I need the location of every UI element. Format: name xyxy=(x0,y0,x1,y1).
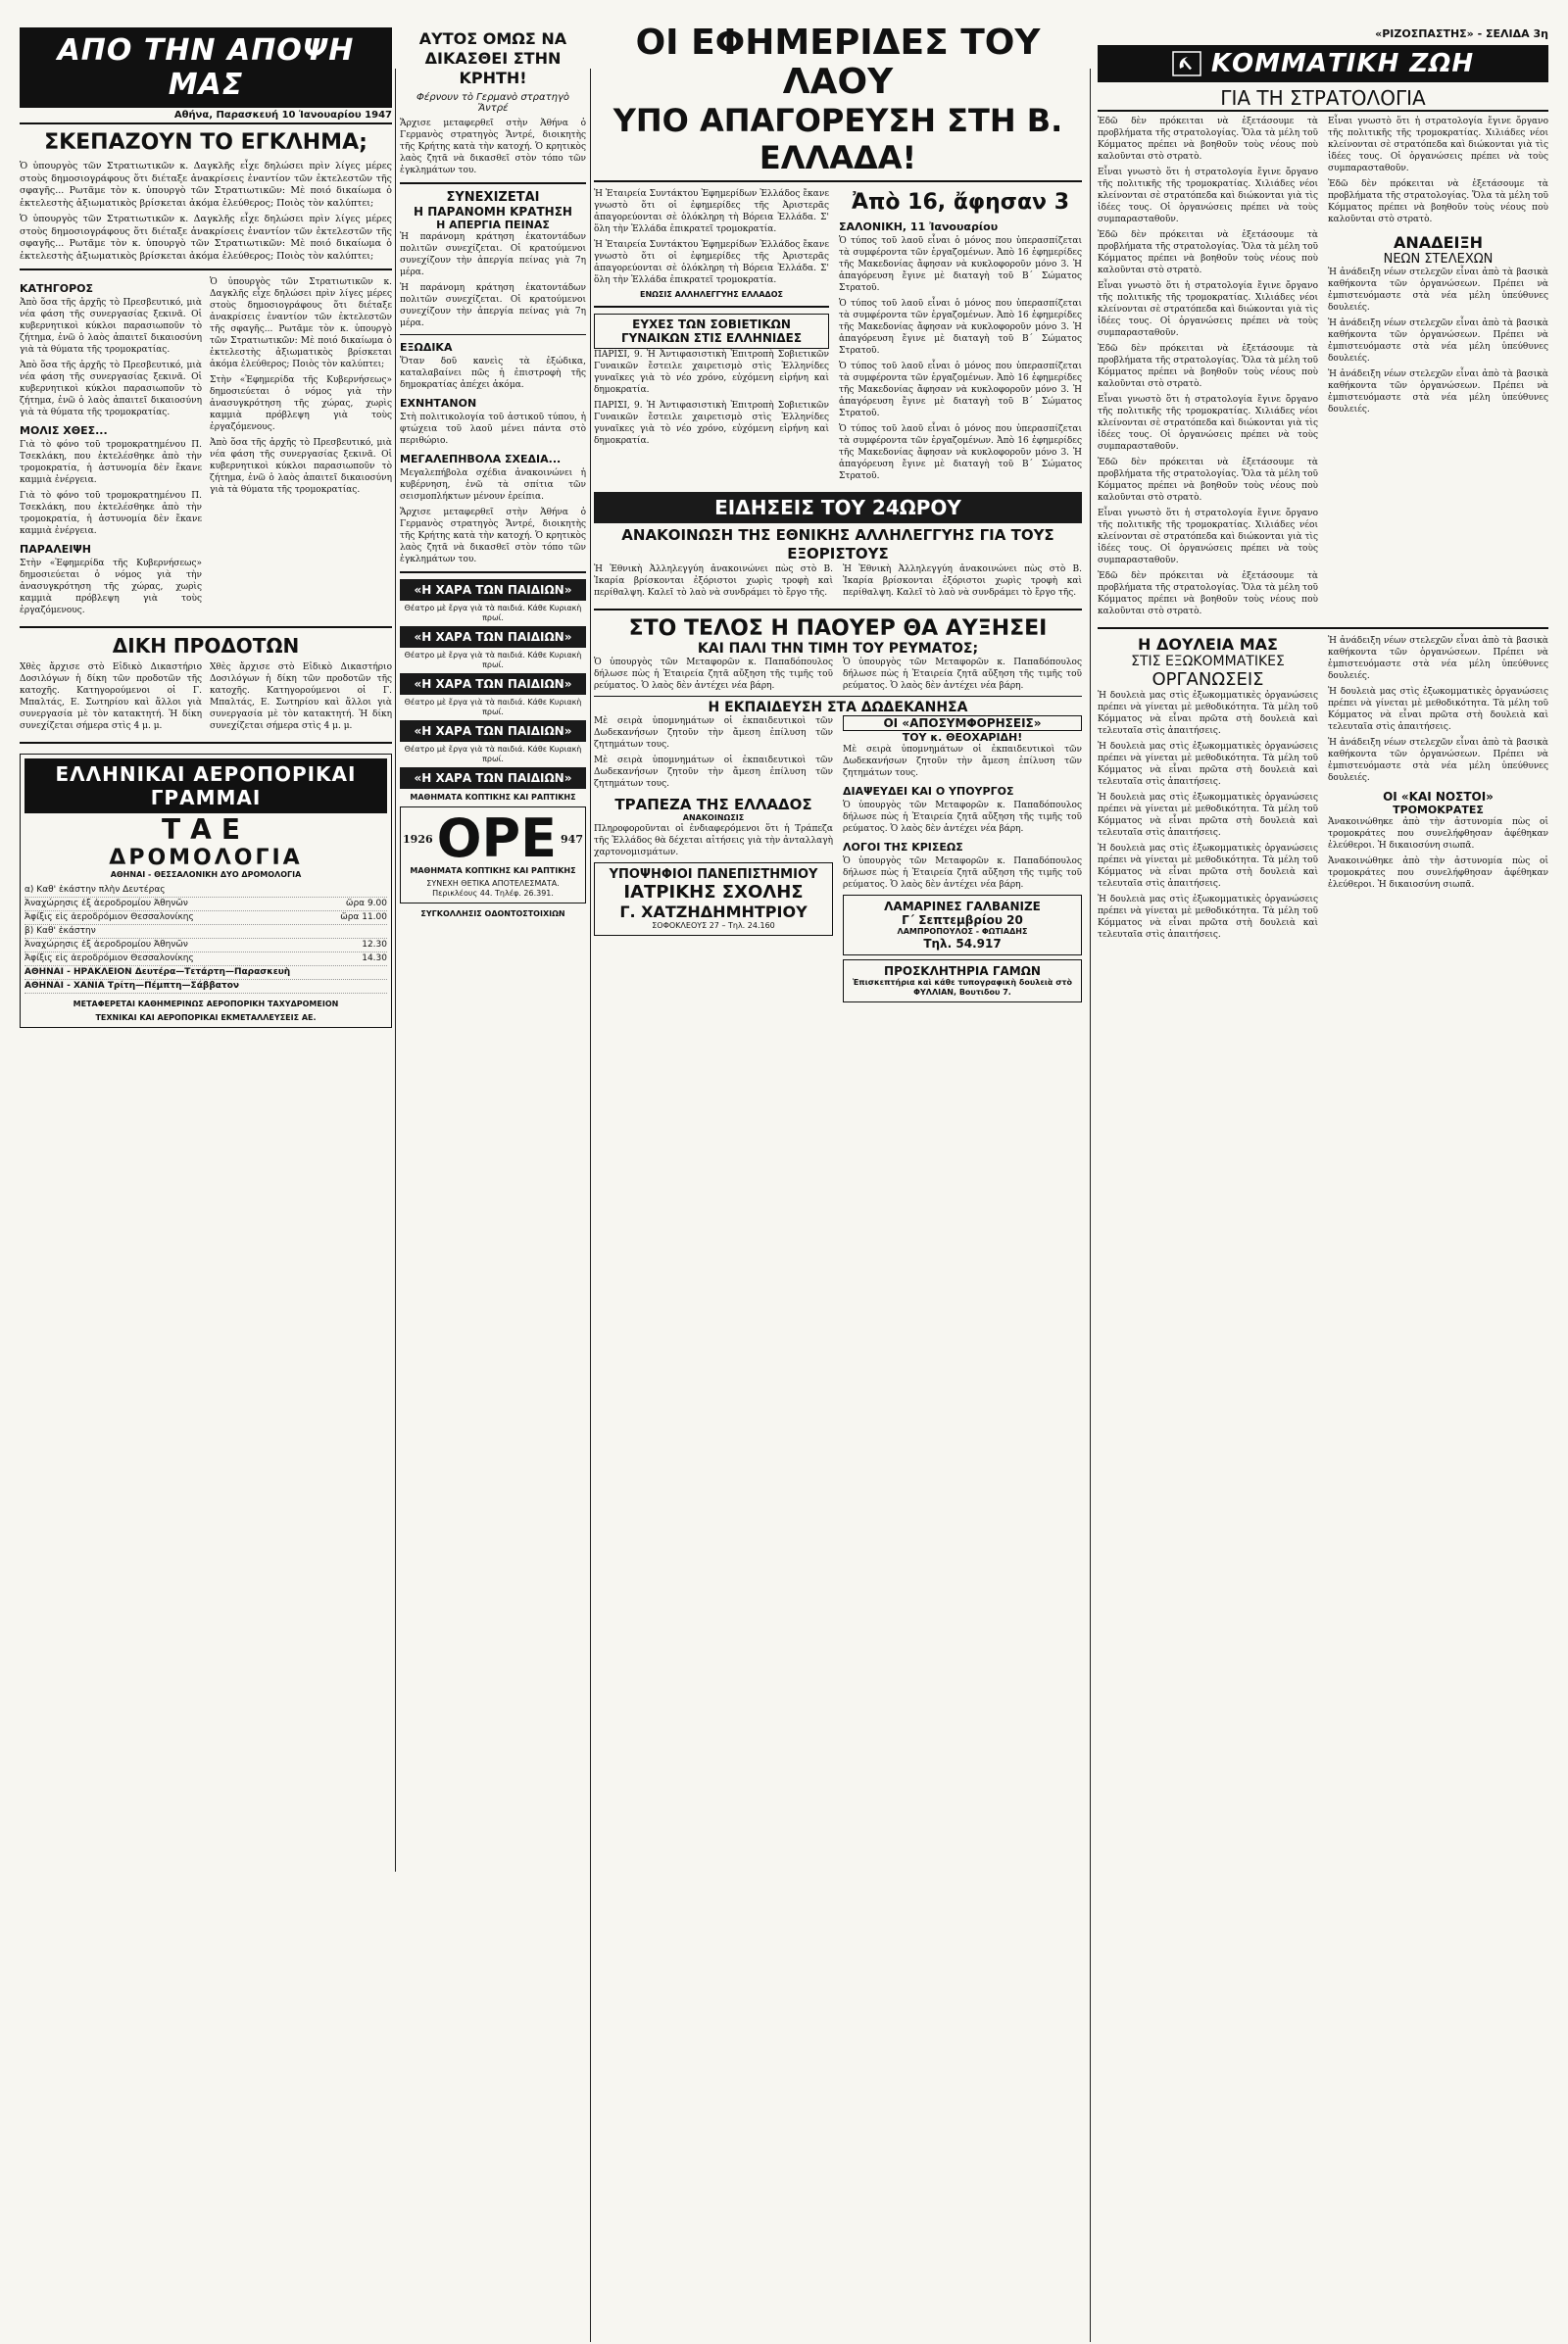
trial-headline: ΔΙΚΗ ΠΡΟΔΟΤΩΝ xyxy=(112,634,300,658)
theatre-ad: «Η ΧΑΡΑ ΤΩΝ ΠΑΙΔΙΩΝ» xyxy=(400,720,586,742)
column-1 xyxy=(20,0,392,2344)
soviet-headline: ΕΥΧΕΣ ΤΩΝ ΣΟΒΙΕΤΙΚΩΝ ΓΥΝΑΙΚΩΝ ΣΤΙΣ ΕΛΛΗΝΙΔΕΣ xyxy=(594,314,829,349)
dodek-headline: Η ΕΚΠΑΙΔΕΥΣΗ ΣΤΑ ΔΩΔΕΚΑΝΗΣΑ xyxy=(594,696,1082,715)
schedule-row: ΑΘΗΝΑΙ - ΧΑΝΙΑ Τρίτη—Πέμπτη—Σάββατον xyxy=(24,980,387,994)
crete-text: Ἄρχισε μεταφερθεῖ στὴν Ἀθήνα ὁ Γερμανὸς στρατηγὸς Ἄντρέ, διοικητὴς τῆς Κρήτης κατὰ τὴν κατοχή. Ὁ κρητικὸς λαὸς ζητᾶ νὰ δικασθεῖ στὸν τόπο τῶν ἐγκλημάτων του. xyxy=(400,119,586,175)
crete-headline: ΑΥΤΟΣ ΟΜΩΣ ΝΑ ΔΙΚΑΣΘΕΙ ΣΤΗΝ ΚΡΗΤΗ! xyxy=(418,29,567,87)
item-kicker: ΕΞΩΔΙΚΑ xyxy=(400,341,453,354)
schedule-row: ΑΘΗΝΑΙ - ΗΡΑΚΛΕΙΟΝ Δευτέρα—Τετάρτη—Παρασκευὴ xyxy=(24,966,387,980)
lead-text: Ὁ ὑπουργὸς τῶν Στρατιωτικῶν κ. Δαγκλῆς εἶχε δηλώσει πρὶν λίγες μέρες στοὺς δημοσιογράφους ὅτι διέταξε ἀνακρίσεις ἐναντίον τῶν ἐκτελεστῶν τῆς σφαγῆς... Ρωτᾶμε τὸν κ. ὑπουργὸ τῶν Στρατιωτικῶν: Μὲ ποιό δικαίωμα ὁ ἐκτελεστὴς ἀξιωματικὸς βρίσκεται ἀκόμα ἐλεύθερος; Ποιὸς τὸν καλύπτει; xyxy=(20,161,392,209)
trial-text: Χθὲς ἄρχισε στὸ Εἰδικὸ Δικαστήριο Δοσιλόγων ἡ δίκη τῶν προδοτῶν τῆς κατοχῆς. Κατηγορούμενοι οἱ Γ. Μπαλτάς, Ε. Σωτηρίου καὶ ἄλλοι γιὰ συνεργασία μὲ τὸν κατακτητή. Ἡ δίκη συνεχίζεται σήμερα στὶς 4 μ. μ. xyxy=(20,662,202,731)
main-headline-2: ΥΠΟ ΑΠΑΓΟΡΕΥΣΗ ΣΤΗ Β. ΕΛΛΑΔΑ! xyxy=(594,102,1082,182)
candidates-ad: ΥΠΟΨΗΦΙΟΙ ΠΑΝΕΠΙΣΤΗΜΙΟΥ ΙΑΤΡΙΚΗΣ ΣΧΟΛΗΣ Γ. ΧΑΤΖΗΔΗΜΗΤΡΙΟΥ ΣΟΦΟΚΛΕΟΥΣ 27 – Τηλ. 24.160 xyxy=(594,862,833,936)
hunger-text: Ἡ παράνομη κράτηση ἑκατοντάδων πολιτῶν συνεχίζεται. Οἱ κρατούμενοι συνεχίζουν τὴν ἀπεργία πείνας γιὰ 7η μέρα. xyxy=(400,232,586,277)
signature: ΕΝΩΣΙΣ ΑΛΛΗΛΕΓΓΥΗΣ ΕΛΛΑΔΟΣ xyxy=(639,290,783,299)
tae-subtitle: ΔΡΟΜΟΛΟΓΙΑ xyxy=(109,846,303,870)
dodek-text: Μὲ σειρὰ ὑπομνημάτων οἱ ἐκπαιδευτικοὶ τῶν Δωδεκανήσων ζητοῦν τὴν ἄμεση ἐπίλυση τῶν ζητημάτων τους. xyxy=(594,756,833,789)
column-rule xyxy=(1090,69,1091,2342)
logos-kicker: ΛΟΓΟΙ ΤΗΣ ΚΡΙΣΕΩΣ xyxy=(843,841,963,854)
tae-route-line: ΑΘΗΝΑΙ - ΘΕΣΣΑΛΟΝΙΚΗ ΔΥΟ ΔΡΟΜΟΛΟΓΙΑ xyxy=(110,870,302,879)
bank-headline: ΤΡΑΠΕΖΑ ΤΗΣ ΕΛΛΑΔΟΣ xyxy=(614,796,812,813)
item-text: Ὁ ὑπουργὸς τῶν Στρατιωτικῶν κ. Δαγκλῆς εἶχε δηλώσει πρὶν λίγες μέρες στοὺς δημοσιογράφους ὅτι διέταξε ἀνακρίσεις ἐναντίον τῶν ἐκτελεστῶν τῆς σφαγῆς... Ρωτᾶμε τὸν κ. ὑπουργὸ τῶν Στρατιωτικῶν: Μὲ ποιό δικαίωμα ὁ ἐκτελεστὴς ἀξιωματικὸς βρίσκεται ἀκόμα ἐλεύθερος; Ποιὸς τὸν καλύπτει; xyxy=(210,277,392,369)
lamarines-ad: ΛΑΜΑΡΙΝΕΣ ΓΑΛΒΑΝΙΖΕ Γ΄ Σεπτεμβρίου 20 ΛΑΜΠΡΟΠΟΥΛΟΣ - ΦΩΤΙΑΔΗΣ Τηλ. 54.917 xyxy=(843,895,1082,955)
item-text: Ὅταν δοῦ κανεὶς τὰ ἐξώδικα, καταλαβαίνει πῶς ἡ ἐπιστροφὴ τῆς δημοκρατίας ἀπέχει ἀκόμα. xyxy=(400,357,586,390)
ore-advertisement: 1926 ΟΡΕ 947 ΜΑΘΗΜΑΤΑ ΚΟΠΤΙΚΗΣ ΚΑΙ ΡΑΠΤΙΚΗΣ ΣΥΝΕΧΗ ΘΕΤΙΚΑ ΑΠΟΤΕΛΕΣΜΑΤΑ. Περικλέους 44. Τηλέφ. 26.391. xyxy=(400,806,586,903)
dodek-text: Μὲ σειρὰ ὑπομνημάτων οἱ ἐκπαιδευτικοὶ τῶν Δωδεκανήσων ζητοῦν τὴν ἄμεση ἐπίλυση τῶν ζητημάτων τους. xyxy=(594,716,833,750)
invitations-ad: ΠΡΟΣΚΛΗΤΗΡΙΑ ΓΑΜΩΝ Ἐπισκεπτήρια καὶ κάθε τυπογραφικὴ δουλειὰ στὸ ΦΥΛΛΙΑΝ, Βουτιδου 7. xyxy=(843,959,1082,1002)
trial-text-cont: Χθὲς ἄρχισε στὸ Εἰδικὸ Δικαστήριο Δοσιλόγων ἡ δίκη τῶν προδοτῶν τῆς κατοχῆς. Κατηγορούμενοι οἱ Γ. Μπαλτάς, Ε. Σωτηρίου καὶ ἄλλοι γιὰ συνεργασία μὲ τὸν κατακτητή. Ἡ δίκη συνεχίζεται σήμερα στὶς 4 μ. μ. xyxy=(210,662,392,731)
hammer-sickle-icon xyxy=(1172,51,1201,76)
work-headline: Η ΔΟΥΛΕΙΑ ΜΑΣ xyxy=(1138,635,1278,654)
lead-text: Ἡ Ἐταιρεία Συντάκτου Ἐφημερίδων Ἐλλάδος ἔκανε γνωστὸ ὅτι οἱ ἐφημερίδες τῆς Ἀριστερᾶς ἀπαγορεύονται σὲ ὁλόκληρη τὴ Βόρεια Ἑλλάδα. Σ' ὅλη τὴν Ἑλλάδα ἐπικρατεῖ τρομοκρατία. xyxy=(594,240,829,285)
schedule-row: Ἀναχώρησις ἐξ ἀεροδρομίου Ἀθηνῶν 12.30 xyxy=(24,939,387,952)
schedule-row: β) Καθ' ἑκάστην xyxy=(24,925,387,939)
from16-headline: Ἀπὸ 16, ἄφησαν 3 xyxy=(851,190,1070,215)
item-kicker: ΕΧΝΗΤΑΝΟΝ xyxy=(400,397,477,410)
notice-headline: ΑΝΑΚΟΙΝΩΣΗ ΤΗΣ ΕΘΝΙΚΗΣ ΑΛΛΗΛΕΓΓΥΗΣ ΓΙΑ ΤΟΥΣ ΕΞΟΡΙΣΤΟΥΣ xyxy=(621,526,1054,562)
lead-headline: ΣΚΕΠΑΖΟΥΝ ΤΟ ΕΓΚΛΗΜΑ; xyxy=(44,130,368,155)
power-sub: ΚΑΙ ΠΑΛΙ ΤΗΝ ΤΙΜΗ ΤΟΥ ΡΕΥΜΑΤΟΣ; xyxy=(697,641,979,657)
school-ad: ΜΑΘΗΜΑΤΑ ΚΟΠΤΙΚΗΣ ΚΑΙ ΡΑΠΤΙΚΗΣ xyxy=(410,793,576,802)
nostoi-headline: ΟΙ «ΚΑΙ ΝΟΣΤΟΙ» xyxy=(1383,790,1494,804)
hunger-headline: Η ΠΑΡΑΝΟΜΗ ΚΡΑΤΗΣΗ xyxy=(414,205,572,219)
tae-title: ΕΛΛΗΝΙΚΑΙ ΑΕΡΟΠΟΡΙΚΑΙ ΓΡΑΜΜΑΙ xyxy=(24,758,387,813)
item-text: Στὴ πολιτικολογία τοῦ ἀστικοῦ τύπου, ἡ φτώχεια τοῦ λαοῦ μένει πάντα στὸ περιθώριο. xyxy=(400,413,586,446)
conscription-headline: ΓΙΑ ΤΗ ΣΤΡΑΤΟΛΟΓΙΑ xyxy=(1098,86,1548,112)
bank-text: Πληροφοροῦνται οἱ ἐνδιαφερόμενοι ὅτι ἡ Τράπεζα τῆς Ἑλλάδος θὰ δέχεται αἰτήσεις γιὰ τὴν ἀνταλλαγὴ χαρτονομισμάτων. xyxy=(594,824,833,857)
tae-footer: ΜΕΤΑΦΕΡΕΤΑΙ ΚΑΘΗΜΕΡΙΝΩΣ ΑΕΡΟΠΟΡΙΚΗ ΤΑΧΥΔΡΟΜΕΙΟΝ xyxy=(73,1000,339,1008)
item-text: Γιὰ τὸ φόνο τοῦ τρομοκρατημένου Π. Τσεκλάκη, που ἐκτελέσθηκε ἀπὸ τὴν τρομοκρατία, ἡ ἀστυνομία δὲν ἔκανε καμμιὰ ἐνέργεια. xyxy=(20,491,202,536)
dateline: Αθήνα, Παρασκευή 10 Ἰανουαρίου 1947 xyxy=(20,108,392,124)
soviet-text: ΠΑΡΙΣΙ, 9. Ἡ Ἀντιφασιστικὴ Ἐπιτροπὴ Σοβιετικῶν Γυναικῶν ἔστειλε χαιρετισμὸ στὶς Ἑλληνίδες γυναῖκες γιὰ τὸ νέο χρόνο, εὐχόμενη εἰρήνη καὶ δημοκρατία. xyxy=(594,350,829,395)
notice-text: Ἡ Ἐθνικὴ Ἀλληλεγγύη ἀνακοινώνει πὼς στὸ Β. Ἰκαρία βρίσκονται ἐξόριστοι χωρὶς τροφὴ καὶ περίθαλψη. Καλεῖ τὸ λαὸ νὰ συνδράμει τὸ ἔργο τῆς. xyxy=(594,564,833,598)
theatre-ad: «Η ΧΑΡΑ ΤΩΝ ΠΑΙΔΙΩΝ» xyxy=(400,673,586,695)
column-2: ΑΥΤΟΣ ΟΜΩΣ ΝΑ ΔΙΚΑΣΘΕΙ ΣΤΗΝ ΚΡΗΤΗ! Φέρνουν τὸ Γερμανὸ στρατηγὸ Ἄντρέ Ἄρχισε μεταφερθεῖ στὴν Ἀθήνα ὁ Γερμανὸς στρατηγὸς Ἄντρέ, διοικητὴς τῆς Κρήτης κατὰ τὴν κατοχή. Ὁ κρητικὸς λαὸς ζητᾶ νὰ δικασθεῖ στὸν τόπο τῶν ἐγκλημάτων του. ΣΥΝΕΧΙΖΕΤΑΙ Η ΠΑΡΑΝΟΜΗ ΚΡΑΤΗΣΗ Η ΑΠΕΡΓΙΑ ΠΕΙΝΑΣ Ἡ παράνομη κράτηση ἑκατοντάδων πολιτῶν συνεχίζεται. Οἱ κρατούμενοι συνεχίζουν τὴν ἀπεργία πείνας γιὰ 7η μέρα. Ἡ παράνομη κράτηση ἑκατοντάδων πολιτῶν συνεχίζεται. Οἱ κρατούμενοι συνεχίζουν τὴν ἀπεργία πείνας γιὰ 7η μέρα. ΕΞΩΔΙΚΑ Ὅταν δοῦ κανεὶς τὰ ἐξώδικα, καταλαβαίνει πῶς ἡ ἐπιστροφὴ τῆς δημοκρατίας ἀπέχει ἀκόμα. ΕΧΝΗΤΑΝΟΝ Στὴ πολιτικολογία τοῦ ἀστικοῦ τύπου, ἡ φτώχεια τοῦ λαοῦ μένει πάντα στὸ περιθώριο. ΜΕΓΑΛΕΠΗΒΟΛΑ ΣΧΕΔΙΑ... Μεγαλεπήβολα σχέδια ἀνακοινώνει ἡ κυβέρνηση, ἐνῶ τὰ σπίτια τῶν σεισμοπλήκτων μένουν ἐρείπια. Ἄρχισε μεταφερθεῖ στὴν Ἀθήνα ὁ Γερμανὸς στρατηγὸς Ἄντρέ, διοικητὴς τῆς Κρήτης κατὰ τὴν κατοχή. Ὁ κρητικὸς λαὸς ζητᾶ νὰ δικασθεῖ στὸν τόπο τῶν ἐγκλημάτων του. «Η ΧΑΡΑ ΤΩΝ ΠΑΙΔΙΩΝ» Θέατρο μὲ ἔργα γιὰ τὰ παιδιά. Κάθε Κυριακὴ πρωί. «Η ΧΑΡΑ ΤΩΝ ΠΑΙΔΙΩΝ» Θέατρο μὲ ἔργα γιὰ τὰ παιδιά. Κάθε Κυριακὴ πρωί. «Η ΧΑΡΑ ΤΩΝ ΠΑΙΔΙΩΝ» Θέατρο μὲ ἔργα γιὰ τὰ παιδιά. Κάθε Κυριακὴ πρωί. «Η ΧΑΡΑ ΤΩΝ ΠΑΙΔΙΩΝ» Θέατρο μὲ ἔργα γιὰ τὰ παιδιά. Κάθε Κυριακὴ πρωί. «Η ΧΑΡΑ ΤΩΝ ΠΑΙΔΙΩΝ» ΜΑΘΗΜΑΤΑ ΚΟΠΤΙΚΗΣ ΚΑΙ ΡΑΠΤΙΚΗΣ 1926 ΟΡΕ 947 ΜΑΘΗΜΑΤΑ ΚΟΠΤΙΚΗΣ ΚΑΙ ΡΑΠΤΙΚΗΣ ΣΥΝΕΧΗ ΘΕΤΙΚΑ ΑΠΟΤΕΛΕΣΜΑΤΑ. Περικλέους 44. Τηλέφ. 26.391. ΣΥΓΚΟΛΛΗΣΙΣ ΟΔΟΝΤΟΣΤΟΙΧΙΩΝ xyxy=(400,29,586,918)
from16-text: Ὁ τύπος τοῦ λαοῦ εἶναι ὁ μόνος που ὑπερασπίζεται τὰ συμφέροντα τῶν ἐργαζομένων. Ἀπὸ 16 ἐφημερίδες τῆς Μακεδονίας ἄφησαν νὰ κυκλοφοροῦν μόνο 3. Ἡ ἀπαγόρευση ἔγινε μὲ διαταγὴ τοῦ Β΄ Σώματος Στρατοῦ. xyxy=(839,299,1082,356)
hunger-headline: ΣΥΝΕΧΙΖΕΤΑΙ xyxy=(446,190,540,205)
hunger-headline: Η ΑΠΕΡΓΙΑ ΠΕΙΝΑΣ xyxy=(436,219,550,231)
item-kicker: ΜΟΛΙΣ ΧΘΕΣ... xyxy=(20,424,108,437)
column-3: ΟΙ ΕΦΗΜΕΡΙΔΕΣ ΤΟΥ ΛΑΟΥ ΥΠΟ ΑΠΑΓΟΡΕΥΣΗ ΣΤΗ Β. ΕΛΛΑΔΑ! Ἡ Ἐταιρεία Συντάκτου Ἐφημερίδων Ἐλλάδος ἔκανε γνωστὸ ὅτι οἱ ἐφημερίδες τῆς Ἀριστερᾶς ἀπαγορεύονται σὲ ὁλόκληρη τὴ Βόρεια Ἑλλάδα. Σ' ὅλη τὴν Ἑλλάδα ἐπικρατεῖ τρομοκρατία. Ἡ Ἐταιρεία Συντάκτου Ἐφημερίδων Ἐλλάδος ἔκανε γνωστὸ ὅτι οἱ ἐφημερίδες τῆς Ἀριστερᾶς ἀπαγορεύονται σὲ ὁλόκληρη τὴ Βόρεια Ἑλλάδα. Σ' ὅλη τὴν Ἑλλάδα ἐπικρατεῖ τρομοκρατία. ΕΝΩΣΙΣ ΑΛΛΗΛΕΓΓΥΗΣ ΕΛΛΑΔΟΣ ΕΥΧΕΣ ΤΩΝ ΣΟΒΙΕΤΙΚΩΝ ΓΥΝΑΙΚΩΝ ΣΤΙΣ ΕΛΛΗΝΙΔΕΣ ΠΑΡΙΣΙ, 9. Ἡ Ἀντιφασιστικὴ Ἐπιτροπὴ Σοβιετικῶν Γυναικῶν ἔστειλε χαιρετισμὸ στὶς Ἑλληνίδες γυναῖκες γιὰ τὸ νέο χρόνο, εὐχόμενη εἰρήνη καὶ δημοκρατία. ΠΑΡΙΣΙ, 9. Ἡ Ἀντιφασιστικὴ Ἐπιτροπὴ Σοβιετικῶν Γυναικῶν ἔστειλε χαιρετισμὸ στὶς Ἑλληνίδες γυναῖκες γιὰ τὸ νέο χρόνο, εὐχόμενη εἰρήνη καὶ δημοκρατία. Ἀπὸ 16, ἄφησαν 3 ΣΑΛΟΝΙΚΗ, 11 Ἰανουαρίου Ὁ τύπος τοῦ λαοῦ εἶναι ὁ μόνος που ὑπερασπίζεται τὰ συμφέροντα τῶν ἐργαζομένων. Ἀπὸ 16 ἐφημερίδες τῆς Μακεδονίας ἄφησαν νὰ κυκλοφοροῦν μόνο 3. Ἡ ἀπαγόρευση ἔγινε μὲ διαταγὴ τοῦ Β΄ Σώματος Στρατοῦ. Ὁ τύπος τοῦ λαοῦ εἶναι ὁ μόνος που ὑπερασπίζεται τὰ συμφέροντα τῶν ἐργαζομένων. Ἀπὸ 16 ἐφημερίδες τῆς Μακεδονίας ἄφησαν νὰ κυκλοφοροῦν μόνο 3. Ἡ ἀπαγόρευση ἔγινε μὲ διαταγὴ τοῦ Β΄ Σώματος Στρατοῦ. Ὁ τύπος τοῦ λαοῦ εἶναι ὁ μόνος που ὑπερασπίζεται τὰ συμφέροντα τῶν ἐργαζομένων. Ἀπὸ 16 ἐφημερίδες τῆς Μακεδονίας ἄφησαν νὰ κυκλοφοροῦν μόνο 3. Ἡ ἀπαγόρευση ἔγινε μὲ διαταγὴ τοῦ Β΄ Σώματος Στρατοῦ. Ὁ τύπος τοῦ λαοῦ εἶναι ὁ μόνος που ὑπερασπίζεται τὰ συμφέροντα τῶν ἐργαζομένων. Ἀπὸ 16 ἐφημερίδες τῆς Μακεδονίας ἄφησαν νὰ κυκλοφοροῦν μόνο 3. Ἡ ἀπαγόρευση ἔγινε μὲ διαταγὴ τοῦ Β΄ Σώματος Στρατοῦ. ΕΙΔΗΣΕΙΣ ΤΟΥ 24ΩΡΟΥ ΑΝΑΚΟΙΝΩΣΗ ΤΗΣ ΕΘΝΙΚΗΣ ΑΛΛΗΛΕΓΓΥΗΣ ΓΙΑ ΤΟΥΣ ΕΞΟΡΙΣΤΟΥΣ Ἡ Ἐθνικὴ Ἀλληλεγγύη ἀνακοινώνει πὼς στὸ Β. Ἰκαρία βρίσκονται ἐξόριστοι χωρὶς τροφὴ καὶ περίθαλψη. Καλεῖ τὸ λαὸ νὰ συνδράμει τὸ ἔργο τῆς. Ἡ Ἐθνικὴ Ἀλληλεγγύη ἀνακοινώνει πὼς στὸ Β. Ἰκαρία βρίσκονται ἐξόριστοι χωρὶς τροφὴ καὶ περίθαλψη. Καλεῖ τὸ λαὸ νὰ συνδράμει τὸ ἔργο τῆς. ΣΤΟ ΤΕΛΟΣ Η ΠΑΟΥΕΡ ΘΑ ΑΥΞΗΣΕΙ ΚΑΙ ΠΑΛΙ ΤΗΝ ΤΙΜΗ ΤΟΥ ΡΕΥΜΑΤΟΣ; Ὁ ὑπουργὸς τῶν Μεταφορῶν κ. Παπαδόπουλος δήλωσε πὼς ἡ Ἑταιρεία ζητᾶ αὔξηση τῆς τιμῆς τοῦ ρεύματος. Ὁ λαὸς δὲν ἀντέχει νέα βάρη. Ὁ ὑπουργὸς τῶν Μεταφορῶν κ. Παπαδόπουλος δήλωσε πὼς ἡ Ἑταιρεία ζητᾶ αὔξηση τῆς τιμῆς τοῦ ρεύματος. Ὁ λαὸς δὲν ἀντέχει νέα βάρη. Η ΕΚΠΑΙΔΕΥΣΗ ΣΤΑ ΔΩΔΕΚΑΝΗΣΑ Μὲ σειρὰ ὑπομνημάτων οἱ ἐκπαιδευτικοὶ τῶν Δωδεκανήσων ζητοῦν τὴν ἄμεση ἐπίλυση τῶν ζητημάτων τους. Μὲ σειρὰ ὑπομνημάτων οἱ ἐκπαιδευτικοὶ τῶν Δωδεκανήσων ζητοῦν τὴν ἄμεση ἐπίλυση τῶν ζητημάτων τους. ΤΡΑΠΕΖΑ ΤΗΣ ΕΛΛΑΔΟΣ ΑΝΑΚΟΙΝΩΣΙΣ Πληροφοροῦνται οἱ ἐνδιαφερόμενοι ὅτι ἡ Τράπεζα τῆς Ἑλλάδος θὰ δέχεται αἰτήσεις γιὰ τὴν ἀνταλλαγὴ χαρτονομισμάτων. ΥΠΟΨΗΦΙΟΙ ΠΑΝΕΠΙΣΤΗΜΙΟΥ ΙΑΤΡΙΚΗΣ ΣΧΟΛΗΣ Γ. ΧΑΤΖΗΔΗΜΗΤΡΙΟΥ ΣΟΦΟΚΛΕΟΥΣ 27 – Τηλ. 24.160 ΟΙ «ΑΠΟΣΥΜΦΟΡΗΣΕΙΣ» ΤΟΥ κ. ΘΕΟΧΑΡΙΔΗ! Μὲ σειρὰ ὑπομνημάτων οἱ ἐκπαιδευτικοὶ τῶν Δωδεκανήσων ζητοῦν τὴν ἄμεση ἐπίλυση τῶν ζητημάτων τους. ΔΙΑΨΕΥΔΕΙ ΚΑΙ Ο ΥΠΟΥΡΓΟΣ Ὁ ὑπουργὸς τῶν Μεταφορῶν κ. Παπαδόπουλος δήλωσε πὼς ἡ Ἑταιρεία ζητᾶ αὔξηση τῆς τιμῆς τοῦ ρεύματος. Ὁ λαὸς δὲν ἀντέχει νέα βάρη. ΛΟΓΟΙ ΤΗΣ ΚΡΙΣΕΩΣ Ὁ ὑπουργὸς τῶν Μεταφορῶν κ. Παπαδόπουλος δήλωσε πὼς ἡ Ἑταιρεία ζητᾶ αὔξηση τῆς τιμῆς τοῦ ρεύματος. Ὁ λαὸς δὲν ἀντέχει νέα βάρη. ΛΑΜΑΡΙΝΕΣ ΓΑΛΒΑΝΙΖΕ Γ΄ Σεπτεμβρίου 20 ΛΑΜΠΡΟΠΟΥΛΟΣ - ΦΩΤΙΑΔΗΣ Τηλ. 54.917 ΠΡΟΣΚΛΗΤΗΡΙΑ ΓΑΜΩΝ Ἐπισκεπτήρια καὶ κάθε τυπογραφικὴ δουλειὰ στὸ ΦΥΛΛΙΑΝ, Βουτιδου 7. xyxy=(594,0,1082,2344)
item-text: Στὴν «Ἐφημερίδα τῆς Κυβερνήσεως» δημοσιεύεται ὁ νόμος γιὰ τὴν ἀνασυγκρότηση τῆς χώρας, χωρὶς καμμιὰ πρόβλεψη γιὰ τοὺς ἐργαζόμενους. xyxy=(210,375,392,432)
crete-sub: Φέρνουν τὸ Γερμανὸ στρατηγὸ Ἄντρέ xyxy=(416,92,570,114)
schedule-row: Ἀφίξις εἰς ἀεροδρόμιον Θεσσαλονίκης ὥρα 11.00 xyxy=(24,911,387,925)
item-text: Ἀπὸ ὅσα τῆς ἀρχῆς τὸ Πρεσβευτικό, μιὰ νέα φάση τῆς συνεργασίας ξεκινᾶ. Οἱ κυβερνητικοὶ κύκλοι παρασιωποῦν τὸ ζήτημα, ἐνῶ ὁ λαὸς ἀπαιτεῖ δικαιοσύνη γιὰ τὰ θύματα τῆς τρομοκρατίας. xyxy=(20,361,202,417)
column-rule xyxy=(590,69,591,2342)
item-kicker: ΚΑΤΗΓΟΡΟΣ xyxy=(20,282,94,295)
schedule-row: α) Καθ' ἑκάστην πλὴν Δευτέρας xyxy=(24,884,387,898)
notice-text: Ἡ Ἐθνικὴ Ἀλληλεγγύη ἀνακοινώνει πὼς στὸ Β. Ἰκαρία βρίσκονται ἐξόριστοι χωρὶς τροφὴ καὶ περίθαλψη. Καλεῖ τὸ λαὸ νὰ συνδράμει τὸ ἔργο τῆς. xyxy=(843,564,1082,598)
item-text: Ἀπὸ ὅσα τῆς ἀρχῆς τὸ Πρεσβευτικό, μιὰ νέα φάση τῆς συνεργασίας ξεκινᾶ. Οἱ κυβερνητικοὶ κύκλοι παρασιωποῦν τὸ ζήτημα, ἐνῶ ὁ λαὸς ἀπαιτεῖ δικαιοσύνη γιὰ τὰ θύματα τῆς τρομοκρατίας. xyxy=(20,298,202,355)
schedule-table xyxy=(24,884,387,994)
denial-kicker: ΔΙΑΨΕΥΔΕΙ ΚΑΙ Ο ΥΠΟΥΡΓΟΣ xyxy=(843,785,1014,798)
party-life-banner: ΚΟΜΜΑΤΙΚΗ ΖΩΗ xyxy=(1098,45,1548,82)
item-text: Στὴν «Ἐφημερίδα τῆς Κυβερνήσεως» δημοσιεύεται ὁ νόμος γιὰ τὴν ἀνασυγκρότηση τῆς χώρας, χωρὶς καμμιὰ πρόβλεψη γιὰ τοὺς ἐργαζόμενους. xyxy=(20,559,202,615)
news24-banner: ΕΙΔΗΣΕΙΣ ΤΟΥ 24ΩΡΟΥ xyxy=(594,492,1082,523)
dental-ad: ΣΥΓΚΟΛΛΗΣΙΣ ΟΔΟΝΤΟΣΤΟΙΧΙΩΝ xyxy=(420,909,565,918)
from16-text: Ὁ τύπος τοῦ λαοῦ εἶναι ὁ μόνος που ὑπερασπίζεται τὰ συμφέροντα τῶν ἐργαζομένων. Ἀπὸ 16 ἐφημερίδες τῆς Μακεδονίας ἄφησαν νὰ κυκλοφοροῦν μόνο 3. Ἡ ἀπαγόρευση ἔγινε μὲ διαταγὴ τοῦ Β΄ Σώματος Στρατοῦ. xyxy=(839,236,1082,293)
tae-footer: ΤΕΧΝΙΚΑΙ ΚΑΙ ΑΕΡΟΠΟΡΙΚΑΙ ΕΚΜΕΤΑΛΛΕΥΣΕΙΣ ΑΕ. xyxy=(95,1013,317,1022)
lead-text-cont: Ὁ ὑπουργὸς τῶν Στρατιωτικῶν κ. Δαγκλῆς εἶχε δηλώσει πρὶν λίγες μέρες στοὺς δημοσιογράφους ὅτι διέταξε ἀνακρίσεις ἐναντίον τῶν ἐκτελεστῶν τῆς σφαγῆς... Ρωτᾶμε τὸν κ. ὑπουργὸ τῶν Στρατιωτικῶν: Μὲ ποιό δικαίωμα ὁ ἐκτελεστὴς ἀξιωματικὸς βρίσκεται ἀκόμα ἐλεύθερος; Ποιὸς τὸν καλύπτει; xyxy=(20,214,392,262)
soviet-text: ΠΑΡΙΣΙ, 9. Ἡ Ἀντιφασιστικὴ Ἐπιτροπὴ Σοβιετικῶν Γυναικῶν ἔστειλε χαιρετισμὸ στὶς Ἑλληνίδες γυναῖκες γιὰ τὸ νέο χρόνο, εὐχόμενη εἰρήνη καὶ δημοκρατία. xyxy=(594,401,829,446)
lead-text: Ἡ Ἐταιρεία Συντάκτου Ἐφημερίδων Ἐλλάδος ἔκανε γνωστὸ ὅτι οἱ ἐφημερίδες τῆς Ἀριστερᾶς ἀπαγορεύονται σὲ ὁλόκληρη τὴ Βόρεια Ἑλλάδα. Σ' ὅλη τὴν Ἑλλάδα ἐπικρατεῖ τρομοκρατία. xyxy=(594,189,829,234)
column-4: «ΡΙΖΟΣΠΑΣΤΗΣ» - ΣΕΛΙΔΑ 3η ΚΟΜΜΑΤΙΚΗ ΖΩΗ ΓΙΑ ΤΗ ΣΤΡΑΤΟΛΟΓΙΑ Ἐδῶ δὲν πρόκειται νὰ ἐξετάσουμε τὰ προβλήματα τῆς στρατολογίας. Ὅλα τὰ μέλη τοῦ Κόμματος πρέπει νὰ βοηθοῦν τοὺς νέους ποὺ καλοῦνται στὸ στρατὸ. Εἶναι γνωστὸ ὅτι ἡ στρατολογία ἔγινε ὄργανο τῆς πολιτικῆς τῆς τρομοκρατίας. Χιλιάδες νέοι κλείνονται σὲ στρατόπεδα καὶ διώκονται γιὰ τὶς ἰδέες τους. Οἱ ὀργανώσεις πρέπει νὰ τοὺς συμπαρασταθοῦν. Ἐδῶ δὲν πρόκειται νὰ ἐξετάσουμε τὰ προβλήματα τῆς στρατολογίας. Ὅλα τὰ μέλη τοῦ Κόμματος πρέπει νὰ βοηθοῦν τοὺς νέους ποὺ καλοῦνται στὸ στρατὸ. Εἶναι γνωστὸ ὅτι ἡ στρατολογία ἔγινε ὄργανο τῆς πολιτικῆς τῆς τρομοκρατίας. Χιλιάδες νέοι κλείνονται σὲ στρατόπεδα καὶ διώκονται γιὰ τὶς ἰδέες τους. Οἱ ὀργανώσεις πρέπει νὰ τοὺς συμπαρασταθοῦν. Ἐδῶ δὲν πρόκειται νὰ ἐξετάσουμε τὰ προβλήματα τῆς στρατολογίας. Ὅλα τὰ μέλη τοῦ Κόμματος πρέπει νὰ βοηθοῦν τοὺς νέους ποὺ καλοῦνται στὸ στρατὸ. Εἶναι γνωστὸ ὅτι ἡ στρατολογία ἔγινε ὄργανο τῆς πολιτικῆς τῆς τρομοκρατίας. Χιλιάδες νέοι κλείνονται σὲ στρατόπεδα καὶ διώκονται γιὰ τὶς ἰδέες τους. Οἱ ὀργανώσεις πρέπει νὰ τοὺς συμπαρασταθοῦν. Ἐδῶ δὲν πρόκειται νὰ ἐξετάσουμε τὰ προβλήματα τῆς στρατολογίας. Ὅλα τὰ μέλη τοῦ Κόμματος πρέπει νὰ βοηθοῦν τοὺς νέους ποὺ καλοῦνται στὸ στρατὸ. Εἶναι γνωστὸ ὅτι ἡ στρατολογία ἔγινε ὄργανο τῆς πολιτικῆς τῆς τρομοκρατίας. Χιλιάδες νέοι κλείνονται σὲ στρατόπεδα καὶ διώκονται γιὰ τὶς ἰδέες τους. Οἱ ὀργανώσεις πρέπει νὰ τοὺς συμπαρασταθοῦν. Ἐδῶ δὲν πρόκειται νὰ ἐξετάσουμε τὰ προβλήματα τῆς στρατολογίας. Ὅλα τὰ μέλη τοῦ Κόμματος πρέπει νὰ βοηθοῦν τοὺς νέους ποὺ καλοῦνται στὸ στρατὸ. Εἶναι γνωστὸ ὅτι ἡ στρατολογία ἔγινε ὄργανο τῆς πολιτικῆς τῆς τρομοκρατίας. Χιλιάδες νέοι κλείνονται σὲ στρατόπεδα καὶ διώκονται γιὰ τὶς ἰδέες τους. Οἱ ὀργανώσεις πρέπει νὰ τοὺς συμπαρασταθοῦν. Ἐδῶ δὲν πρόκειται νὰ ἐξετάσουμε τὰ προβλήματα τῆς στρατολογίας. Ὅλα τὰ μέλη τοῦ Κόμματος πρέπει νὰ βοηθοῦν τοὺς νέους ποὺ καλοῦνται στὸ στρατὸ. ΑΝΑΔΕΙΞΗ ΝΕΩΝ ΣΤΕΛΕΧΩΝ Ἡ ἀνάδειξη νέων στελεχῶν εἶναι ἀπὸ τὰ βασικὰ καθήκοντα τῶν ὀργανώσεων. Πρέπει νὰ ἐμπιστευόμαστε στὰ νέα μέλη ὑπεύθυνες δουλειές. Ἡ ἀνάδειξη νέων στελεχῶν εἶναι ἀπὸ τὰ βασικὰ καθήκοντα τῶν ὀργανώσεων. Πρέπει νὰ ἐμπιστευόμαστε στὰ νέα μέλη ὑπεύθυνες δουλειές. Ἡ ἀνάδειξη νέων στελεχῶν εἶναι ἀπὸ τὰ βασικὰ καθήκοντα τῶν ὀργανώσεων. Πρέπει νὰ ἐμπιστευόμαστε στὰ νέα μέλη ὑπεύθυνες δουλειές. Η ΔΟΥΛΕΙΑ ΜΑΣ ΣΤΙΣ ΕΞΩΚΟΜΜΑΤΙΚΕΣ ΟΡΓΑΝΩΣΕΙΣ Ἡ δουλειὰ μας στὶς ἐξωκομματικὲς ὀργανώσεις πρέπει νὰ γίνεται μὲ μεθοδικότητα. Τὰ μέλη τοῦ Κόμματος νὰ εἶναι πρῶτα στὴ δουλειὰ καὶ τελευταῖα στὶς ἀπαιτήσεις. Ἡ δουλειὰ μας στὶς ἐξωκομματικὲς ὀργανώσεις πρέπει νὰ γίνεται μὲ μεθοδικότητα. Τὰ μέλη τοῦ Κόμματος νὰ εἶναι πρῶτα στὴ δουλειὰ καὶ τελευταῖα στὶς ἀπαιτήσεις. Ἡ δουλειὰ μας στὶς ἐξωκομματικὲς ὀργανώσεις πρέπει νὰ γίνεται μὲ μεθοδικότητα. Τὰ μέλη τοῦ Κόμματος νὰ εἶναι πρῶτα στὴ δουλειὰ καὶ τελευταῖα στὶς ἀπαιτήσεις. Ἡ δουλειὰ μας στὶς ἐξωκομματικὲς ὀργανώσεις πρέπει νὰ γίνεται μὲ μεθοδικότητα. Τὰ μέλη τοῦ Κόμματος νὰ εἶναι πρῶτα στὴ δουλειὰ καὶ τελευταῖα στὶς ἀπαιτήσεις. Ἡ δουλειὰ μας στὶς ἐξωκομματικὲς ὀργανώσεις πρέπει νὰ γίνεται μὲ μεθοδικότητα. Τὰ μέλη τοῦ Κόμματος νὰ εἶναι πρῶτα στὴ δουλειὰ καὶ τελευταῖα στὶς ἀπαιτήσεις. Ἡ ἀνάδειξη νέων στελεχῶν εἶναι ἀπὸ τὰ βασικὰ καθήκοντα τῶν ὀργανώσεων. Πρέπει νὰ ἐμπιστευόμαστε στὰ νέα μέλη ὑπεύθυνες δουλειές. Ἡ δουλειὰ μας στὶς ἐξωκομματικὲς ὀργανώσεις πρέπει νὰ γίνεται μὲ μεθοδικότητα. Τὰ μέλη τοῦ Κόμματος νὰ εἶναι πρῶτα στὴ δουλειὰ καὶ τελευταῖα στὶς ἀπαιτήσεις. Ἡ ἀνάδειξη νέων στελεχῶν εἶναι ἀπὸ τὰ βασικὰ καθήκοντα τῶν ὀργανώσεων. Πρέπει νὰ ἐμπιστευόμαστε στὰ νέα μέλη ὑπεύθυνες δουλειές. ΟΙ «ΚΑΙ ΝΟΣΤΟΙ» ΤΡΟΜΟΚΡΑΤΕΣ Ἀνακοινώθηκε ἀπὸ τὴν ἀστυνομία πὼς οἱ τρομοκράτες που συνελήφθησαν ἀφέθηκαν ἐλεύθεροι. Ἡ δικαιοσύνη σιωπᾶ. Ἀνακοινώθηκε ἀπὸ τὴν ἀστυνομία πὼς οἱ τρομοκράτες που συνελήφθησαν ἀφέθηκαν ἐλεύθεροι. Ἡ δικαιοσύνη σιωπᾶ. xyxy=(1098,27,1548,940)
tae-advertisement xyxy=(20,754,392,1028)
from16-text: Ὁ τύπος τοῦ λαοῦ εἶναι ὁ μόνος που ὑπερασπίζεται τὰ συμφέροντα τῶν ἐργαζομένων. Ἀπὸ 16 ἐφημερίδες τῆς Μακεδονίας ἄφησαν νὰ κυκλοφοροῦν μόνο 3. Ἡ ἀπαγόρευση ἔγινε μὲ διαταγὴ τοῦ Β΄ Σώματος Στρατοῦ. xyxy=(839,424,1082,481)
section-title: ΑΠΟ ΤΗΝ ΑΠΟΨΗ ΜΑΣ xyxy=(20,27,392,108)
item-kicker: ΜΕΓΑΛΕΠΗΒΟΛΑ ΣΧΕΔΙΑ... xyxy=(400,453,562,465)
item-text: Ἄρχισε μεταφερθεῖ στὴν Ἀθήνα ὁ Γερμανὸς στρατηγὸς Ἄντρέ, διοικητὴς τῆς Κρήτης κατὰ τὴν κατοχή. Ὁ κρητικὸς λαὸς ζητᾶ νὰ δικασθεῖ στὸν τόπο τῶν ἐγκλημάτων του. xyxy=(400,508,586,564)
item-text: Ἀπὸ ὅσα τῆς ἀρχῆς τὸ Πρεσβευτικό, μιὰ νέα φάση τῆς συνεργασίας ξεκινᾶ. Οἱ κυβερνητικοὶ κύκλοι παρασιωποῦν τὸ ζήτημα, ἐνῶ ὁ λαὸς ἀπαιτεῖ δικαιοσύνη γιὰ τὰ θύματα τῆς τρομοκρατίας. xyxy=(210,438,392,495)
item-text: Γιὰ τὸ φόνο τοῦ τρομοκρατημένου Π. Τσεκλάκη, που ἐκτελέσθηκε ἀπὸ τὴν τρομοκρατία, ἡ ἀστυνομία δὲν ἔκανε καμμιὰ ἐνέργεια. xyxy=(20,440,202,485)
apsym-headline: ΟΙ «ΑΠΟΣΥΜΦΟΡΗΣΕΙΣ» xyxy=(843,715,1082,731)
anadeixi-headline: ΑΝΑΔΕΙΞΗ xyxy=(1394,233,1483,252)
tae-abbr: ΤΑΕ xyxy=(162,813,250,846)
power-text: Ὁ ὑπουργὸς τῶν Μεταφορῶν κ. Παπαδόπουλος δήλωσε πὼς ἡ Ἑταιρεία ζητᾶ αὔξηση τῆς τιμῆς τοῦ ρεύματος. Ὁ λαὸς δὲν ἀντέχει νέα βάρη. xyxy=(594,658,833,691)
schedule-row: Ἀναχώρησις ἐξ ἀεροδρομίου Ἀθηνῶν ὥρα 9.00 xyxy=(24,898,387,911)
item-kicker: ΠΑΡΑΛΕΙΨΗ xyxy=(20,543,91,556)
power-text: Ὁ ὑπουργὸς τῶν Μεταφορῶν κ. Παπαδόπουλος δήλωσε πὼς ἡ Ἑταιρεία ζητᾶ αὔξηση τῆς τιμῆς τοῦ ρεύματος. Ὁ λαὸς δὲν ἀντέχει νέα βάρη. xyxy=(843,658,1082,691)
main-headline: ΟΙ ΕΦΗΜΕΡΙΔΕΣ ΤΟΥ ΛΑΟΥ xyxy=(635,23,1041,102)
theatre-ad: «Η ΧΑΡΑ ΤΩΝ ΠΑΙΔΙΩΝ» xyxy=(400,767,586,789)
power-headline: ΣΤΟ ΤΕΛΟΣ Η ΠΑΟΥΕΡ ΘΑ ΑΥΞΗΣΕΙ xyxy=(628,616,1048,641)
theatre-ad: «Η ΧΑΡΑ ΤΩΝ ΠΑΙΔΙΩΝ» xyxy=(400,579,586,601)
ore-logo: ΟΡΕ xyxy=(436,807,558,869)
from16-text: Ὁ τύπος τοῦ λαοῦ εἶναι ὁ μόνος που ὑπερασπίζεται τὰ συμφέροντα τῶν ἐργαζομένων. Ἀπὸ 16 ἐφημερίδες τῆς Μακεδονίας ἄφησαν νὰ κυκλοφοροῦν μόνο 3. Ἡ ἀπαγόρευση ἔγινε μὲ διαταγὴ τοῦ Β΄ Σώματος Στρατοῦ. xyxy=(839,362,1082,418)
hunger-text: Ἡ παράνομη κράτηση ἑκατοντάδων πολιτῶν συνεχίζεται. Οἱ κρατούμενοι συνεχίζουν τὴν ἀπεργία πείνας γιὰ 7η μέρα. xyxy=(400,283,586,328)
theatre-ad: «Η ΧΑΡΑ ΤΩΝ ΠΑΙΔΙΩΝ» xyxy=(400,626,586,648)
column-rule xyxy=(395,69,396,1872)
page-header: «ΡΙΖΟΣΠΑΣΤΗΣ» - ΣΕΛΙΔΑ 3η xyxy=(1375,27,1548,40)
item-text: Μεγαλεπήβολα σχέδια ἀνακοινώνει ἡ κυβέρνηση, ἐνῶ τὰ σπίτια τῶν σεισμοπλήκτων μένουν ἐρείπια. xyxy=(400,468,586,502)
schedule-row: Ἀφίξις εἰς ἀεροδρόμιον Θεσσαλονίκης 14.30 xyxy=(24,952,387,966)
